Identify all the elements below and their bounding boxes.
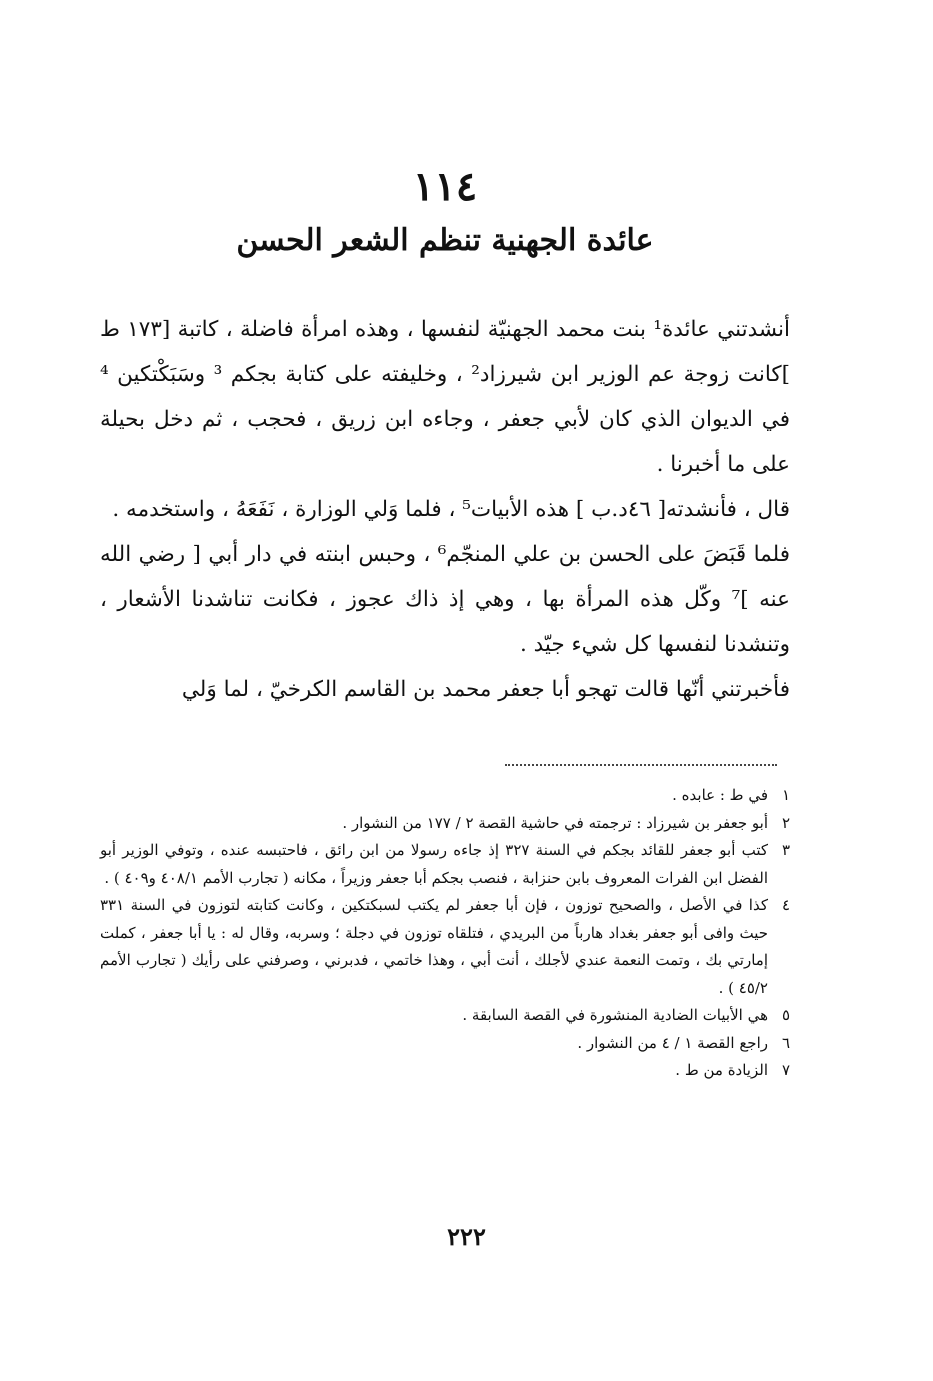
page-number: ٢٢٢ <box>447 1222 486 1251</box>
paragraph: فأخبرتني أنّها قالت تهجو أبا جعفر محمد بن القاسم الكرخيّ ، لما وَلي <box>181 677 790 702</box>
story-number: ١١٤ <box>412 163 478 210</box>
footnote-text: في ط : عابده . <box>672 786 768 804</box>
footnote-number: ٦ <box>781 1033 790 1052</box>
paragraph: أنشدتني عائدة¹ بنت محمد الجهنيّة لنفسها ، وهذه امرأة فاضلة ، كاتبة [١٧٣ ط ]كانت زوجة عم الوزير ابن شيرزاد² ، وخليفته على كتابة بجكم ³ وسَبَكْتكين ⁴ في الديوان الذي كان لأبي جعفر ، وجاءه ابن زريق ، فحجب ، ثم دخل بحيلة على ما أخبرنا . <box>100 317 791 477</box>
footnote-number: ٤ <box>781 896 790 914</box>
footnote <box>100 1057 790 1085</box>
footnote-text: أبو جعفر بن شيرزاد : ترجمته في حاشية القصة ٢ / ١٧٧ من النشوار . <box>342 813 768 832</box>
main-text <box>100 165 790 712</box>
footnote-number: ٥ <box>781 1006 790 1024</box>
footnote <box>100 810 790 838</box>
footnote-separator <box>505 764 777 766</box>
footnote-number: ٧ <box>781 1061 790 1079</box>
footnote-text: كذا في الأصل ، والصحيح توزون ، فإن أبا جعفر لم يكتب لسبكتكين ، وكانت كتابته لتوزون في السنة ٣٣١ حيث وافى أبو جعفر بغداد هارباً من البريدي ، فتلقاه توزون في دجلة ؛ وسربه، وقال له : يا أبا جعفر ، كملت إمارتي بك ، وتمت النعمة عندي لأجلك ، أنت أبي ، وهذا خاتمي ، فدبرني ، وصرفني على رأيك ( تجارب الأمم ٤٥/٢ ) . <box>100 896 768 997</box>
footnote-number: ١ <box>781 786 790 804</box>
footnote-text: هي الأبيات الضادية المنشورة في القصة السابقة . <box>462 1006 768 1024</box>
story-title: عائدة الجهنية تنظم الشعر الحسن <box>236 223 654 258</box>
footnote-text: الزيادة من ط . <box>675 1061 768 1079</box>
footnote <box>100 892 790 1002</box>
footnote-text: راجع القصة ١ / ٤ من النشوار . <box>577 1033 768 1052</box>
footnote <box>100 837 790 892</box>
footnote <box>100 782 790 810</box>
paragraph: قال ، فأنشدته[ ٤٦د.ب ] هذه الأبيات⁵ ، فلما وَلي الوزارة ، نَفَعَهُ ، واستخدمه . <box>112 497 790 522</box>
footnote-number: ٢ <box>781 813 790 832</box>
footnote-text: كتب أبو جعفر للقائد بجكم في السنة ٣٢٧ إذ جاءه رسولا من ابن رائق ، فاحتبسه عنده ، وتوفي الوزير أبو الفضل ابن الفرات المعروف بابن حنزابة ، فنصب بجكم أبا جعفر وزيراً ، مكانه ( تجارب الأمم ٤٠٨/١ و٤٠٩ ) . <box>100 841 768 887</box>
footnote <box>100 1030 790 1058</box>
footnote <box>100 1002 790 1030</box>
footnotes <box>100 782 790 1085</box>
footnote-number: ٣ <box>781 841 790 859</box>
paragraph: فلما قَبَضَ على الحسن بن علي المنجّم⁶ ، وحبس ابنته في دار أبي [ رضي الله عنه ]⁷ وكّل هذه المرأة بها ، وهي إذ ذاك عجوز ، فكانت تناشدنا الأشعار ، وتنشدنا لنفسها كل شيء جيّد . <box>100 542 790 657</box>
